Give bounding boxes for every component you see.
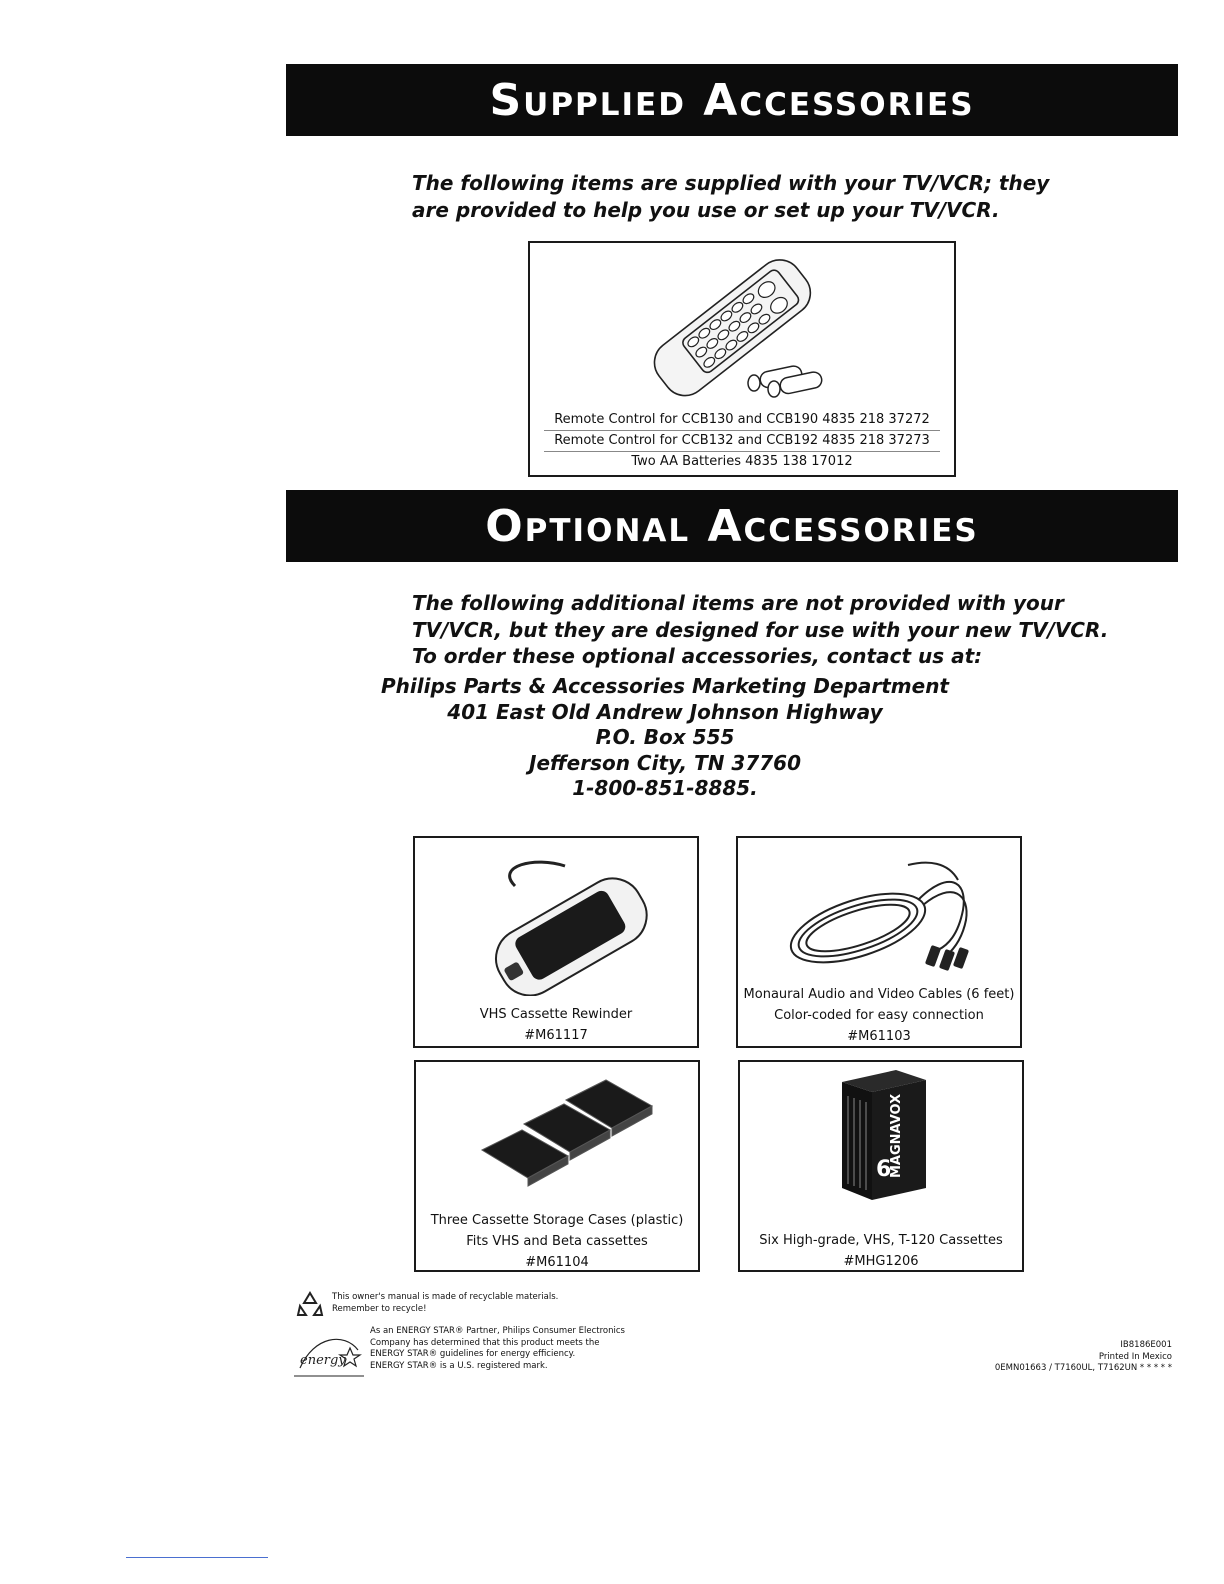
print-codes (995, 1340, 1172, 1375)
caption-line: #MHG1206 (843, 1254, 919, 1269)
model-codes: 0EMN01663 / T7160UL, T7162UN * * * * * (994, 1363, 1172, 1373)
av-cables-icon (778, 850, 988, 980)
caption-divider (544, 451, 940, 452)
address-street: 401 East Old Andrew Johnson Highway (447, 699, 883, 724)
recycle-icon (296, 1290, 324, 1318)
caption-line: Six High-grade, VHS, T-120 Cassettes (759, 1233, 1003, 1248)
optional-intro-line: The following additional items are not provided with your (412, 591, 1064, 615)
caption-line: Color-coded for easy connection (774, 1008, 984, 1023)
rewinder-caption (415, 1004, 697, 1046)
caption-divider (544, 430, 940, 431)
supplied-intro-line: The following items are supplied with your TV/VCR; they (412, 171, 1050, 195)
accessory-card-cassettes (738, 1060, 1024, 1272)
caption-line: #M61117 (524, 1028, 588, 1043)
supplied-intro-line: are provided to help you use or set up your TV/VCR. (412, 197, 1000, 222)
energy-logo-text: energy (300, 1353, 346, 1368)
optional-intro (412, 590, 1108, 670)
cassette-pack-icon (836, 1068, 932, 1204)
address-department: Philips Parts & Accessories Marketing Department (380, 674, 949, 698)
storage-cases-icon (476, 1076, 656, 1206)
cables-caption (738, 984, 1020, 1047)
caption-line: VHS Cassette Rewinder (479, 1007, 633, 1022)
accessory-card-rewinder (413, 836, 699, 1048)
optional-intro-line: To order these optional accessories, contact us at: (412, 644, 983, 668)
printed-in: Printed In Mexico (1098, 1351, 1172, 1362)
page-edge-line (126, 1557, 268, 1558)
supplied-intro (412, 170, 1049, 223)
caption-line: #M61104 (525, 1255, 589, 1270)
supplied-accessories-banner (286, 64, 1178, 136)
energy-star-note (370, 1326, 625, 1372)
accessory-card-cables (736, 836, 1022, 1048)
cassette-count-label: 6 (876, 1157, 892, 1182)
document-code: IB8186E001 (1120, 1340, 1172, 1350)
cassette-brand-label: MAGNAVOX (889, 1093, 904, 1178)
optional-accessories-banner (286, 490, 1178, 562)
address-po-box: P.O. Box 555 (595, 725, 735, 749)
optional-accessories-title: Optional Accessories (485, 500, 979, 552)
storage-cases-caption (416, 1210, 698, 1273)
energy-line: As an ENERGY STAR® Partner, Philips Consumer Electronics (370, 1326, 625, 1336)
caption-line: Two AA Batteries 4835 138 17012 (631, 454, 853, 469)
accessory-card-storage-cases (414, 1060, 700, 1272)
caption-line: #M61103 (847, 1029, 911, 1044)
aa-batteries-icon (740, 361, 835, 401)
optional-intro-line: TV/VCR, but they are designed for use with your new TV/VCR. (412, 617, 1109, 642)
supplied-accessories-title: Supplied Accessories (489, 74, 975, 126)
energy-line: ENERGY STAR® is a U.S. registered mark. (370, 1360, 548, 1371)
contact-address (330, 674, 1000, 802)
address-city: Jefferson City, TN 37760 (529, 750, 801, 775)
energy-line: ENERGY STAR® guidelines for energy efficiency. (370, 1349, 576, 1359)
recycle-line: Remember to recycle! (332, 1303, 427, 1314)
recycle-line: This owner's manual is made of recyclable materials. (332, 1292, 559, 1302)
caption-line: Monaural Audio and Video Cables (6 feet) (743, 987, 1015, 1002)
energy-star-logo (294, 1328, 364, 1378)
remote-control-box (528, 241, 956, 477)
caption-line: Remote Control for CCB130 and CCB190 4835 218 37272 (554, 412, 930, 427)
address-phone: 1-800-851-8885. (572, 776, 758, 800)
caption-line: Three Cassette Storage Cases (plastic) (430, 1213, 684, 1228)
recycle-note (332, 1292, 558, 1315)
caption-line: Remote Control for CCB132 and CCB192 4835 218 37273 (554, 433, 930, 448)
energy-line: Company has determined that this product meets the (370, 1337, 600, 1348)
caption-line: Fits VHS and Beta cassettes (466, 1234, 648, 1249)
cassettes-caption (740, 1230, 1022, 1272)
remote-control-captions (530, 409, 954, 472)
cassette-rewinder-icon (475, 856, 655, 996)
